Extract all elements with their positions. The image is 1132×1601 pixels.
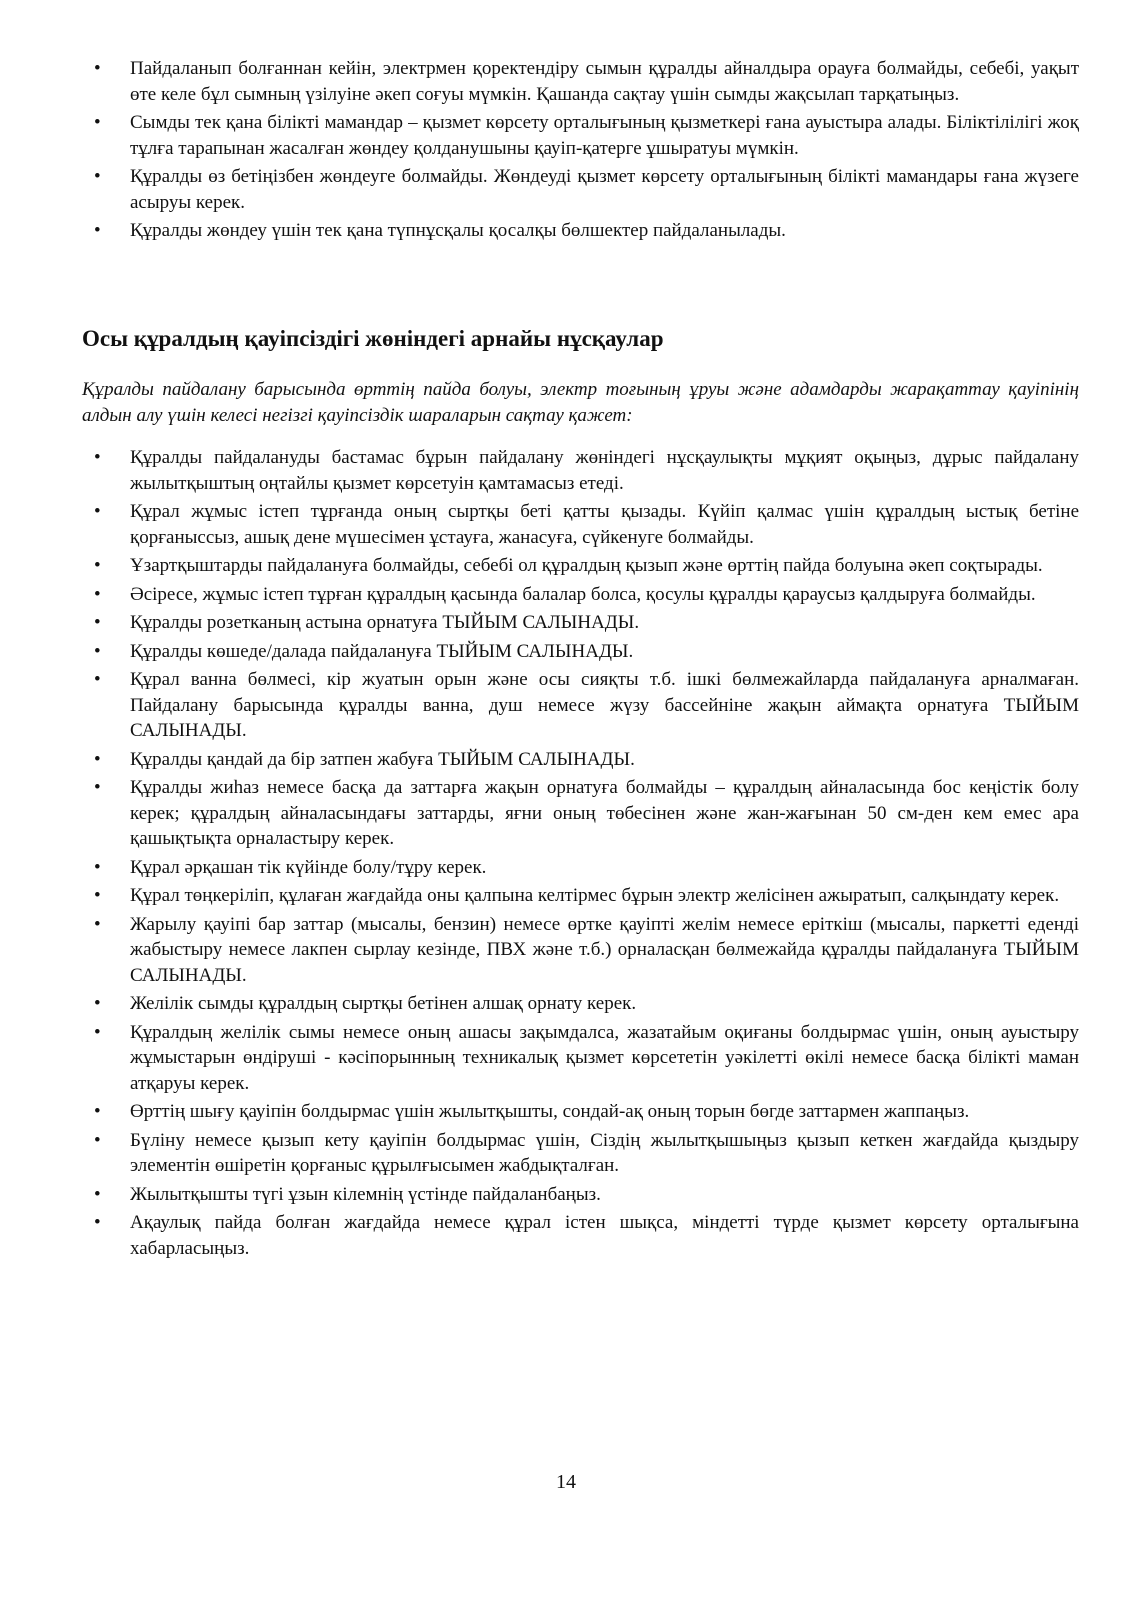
list-item: • Құралды көшеде/далада пайдалануға ТЫЙЫМ САЛЫНАДЫ. bbox=[82, 639, 1079, 665]
list-item: • Сымды тек қана білікті мамандар – қызмет көрсету орталығының қызметкері ғана ауыстыра алады. Біліктілілігі жоқ тұлға тарапынан жасалған жөндеу қолданушыны қауіп-қатерге ұшыратуы мүмкін. bbox=[82, 110, 1079, 161]
list-item: • Жылытқышты түгі ұзын кілемнің үстінде пайдаланбаңыз. bbox=[82, 1182, 1079, 1208]
list-item: • Құралды розетканың астына орнатуға ТЫЙЫМ САЛЫНАДЫ. bbox=[82, 610, 1079, 636]
page-number: 14 bbox=[556, 1471, 576, 1493]
section-intro: Құралды пайдалану барысында өрттің пайда болуы, электр тоғының ұруы және адамдарды жарақаттау қауіпінің алдын алу үшін келесі негізгі қауіпсіздік шараларын сақтау қажет: bbox=[82, 379, 1079, 426]
safety-bullet-list bbox=[82, 445, 1079, 1264]
list-item: • Құралдың желілік сымы немесе оның ашасы зақымдалса, жазатайым оқиғаны болдырмас үшін, оның ауыстыру жұмыстарын өндіруші - кәсіпорынның техникалық қызмет көрсететін уәкілетті өкілі немесе басқа білікті маман атқаруы керек. bbox=[82, 1020, 1079, 1097]
list-item: • Құралды өз бетіңізбен жөндеуге болмайды. Жөндеуді қызмет көрсету орталығының білікті мамандары ғана жүзеге асыруы керек. bbox=[82, 164, 1079, 215]
top-bullet-list bbox=[82, 56, 1079, 247]
list-item: • Жарылу қауіпі бар заттар (мысалы, бензин) немесе өртке қауіпті желім немесе еріткіш (мысалы, паркетті еденді жабыстыру немесе лакпен сырлау кезінде, ПВХ және т.б.) орналасқан бөлмежайда құралды пайдалануға ТЫЙЫМ САЛЫНАДЫ. bbox=[82, 912, 1079, 989]
list-item: • Ұзартқыштарды пайдалануға болмайды, себебі ол құралдың қызып және өрттің пайда болуына әкеп соқтырады. bbox=[82, 553, 1079, 579]
list-item: • Құрал төңкеріліп, құлаған жағдайда оны қалпына келтірмес бұрын электр желісінен ажыратып, салқындату керек. bbox=[82, 883, 1079, 909]
list-item: • Құралды жөндеу үшін тек қана түпнұсқалы қосалқы бөлшектер пайдаланылады. bbox=[82, 218, 1079, 244]
list-item: • Желілік сымды құралдың сыртқы бетінен алшақ орнату керек. bbox=[82, 991, 1079, 1017]
list-item: • Құралды қандай да бір затпен жабуға ТЫЙЫМ САЛЫНАДЫ. bbox=[82, 747, 1079, 773]
list-item: • Құрал жұмыс істеп тұрғанда оның сыртқы беті қатты қызады. Күйіп қалмас үшін құралдың ыстық бетіне қорғаныссыз, ашық дене мүшесімен ұстауға, жанасуға, сүйкенуге болмайды. bbox=[82, 499, 1079, 550]
list-item: • Бүліну немесе қызып кету қауіпін болдырмас үшін, Сіздің жылытқышыңыз қызып кеткен жағдайда қыздыру элементін өшіретін қорғаныс құрылғысымен жабдықталған. bbox=[82, 1128, 1079, 1179]
list-item: • Құралды жиһаз немесе басқа да заттарға жақын орнатуға болмайды – құралдың айналасында бос кеңістік болу керек; құралдың айналасындағы заттарды, яғни оның төбесінен және жан-жағынан 50 см-ден кем емес ара қашықтықта орналастыру керек. bbox=[82, 775, 1079, 852]
list-item: • Өрттің шығу қауіпін болдырмас үшін жылытқышты, сондай-ақ оның торын бөгде заттармен жаппаңыз. bbox=[82, 1099, 1079, 1125]
list-item: • Әсіресе, жұмыс істеп тұрған құралдың қасында балалар болса, қосулы құралды қараусыз қалдыруға болмайды. bbox=[82, 582, 1079, 608]
list-item: • Құрал ванна бөлмесі, кір жуатын орын және осы сияқты т.б. ішкі бөлмежайларда пайдалануға арналмаған. Пайдалану барысында құралды ванна, душ немесе жүзу бассейніне жақын аймақта орнатуға ТЫЙЫМ САЛЫНАДЫ. bbox=[82, 667, 1079, 744]
list-item: • Ақаулық пайда болған жағдайда немесе құрал істен шықса, міндетті түрде қызмет көрсету орталығына хабарласыңыз. bbox=[82, 1210, 1079, 1261]
list-item: • Құрал әрқашан тік күйінде болу/тұру керек. bbox=[82, 855, 1079, 881]
list-item: • Пайдаланып болғаннан кейін, электрмен қоректендіру сымын құралды айналдыра орауға болмайды, себебі, уақыт өте келе бұл сымның үзілуіне әкеп соғуы мүмкін. Қашанда сақтау үшін сымды жақсылап тарқатыңыз. bbox=[82, 56, 1079, 107]
section-heading: Осы құралдың қауіпсіздігі жөніндегі арнайы нұсқаулар bbox=[82, 326, 664, 351]
list-item: • Құралды пайдалануды бастамас бұрын пайдалану жөніндегі нұсқаулықты мұқият оқыңыз, дұрыс пайдалану жылытқыштың оңтайлы қызмет көрсетуін қамтамасыз етеді. bbox=[82, 445, 1079, 496]
